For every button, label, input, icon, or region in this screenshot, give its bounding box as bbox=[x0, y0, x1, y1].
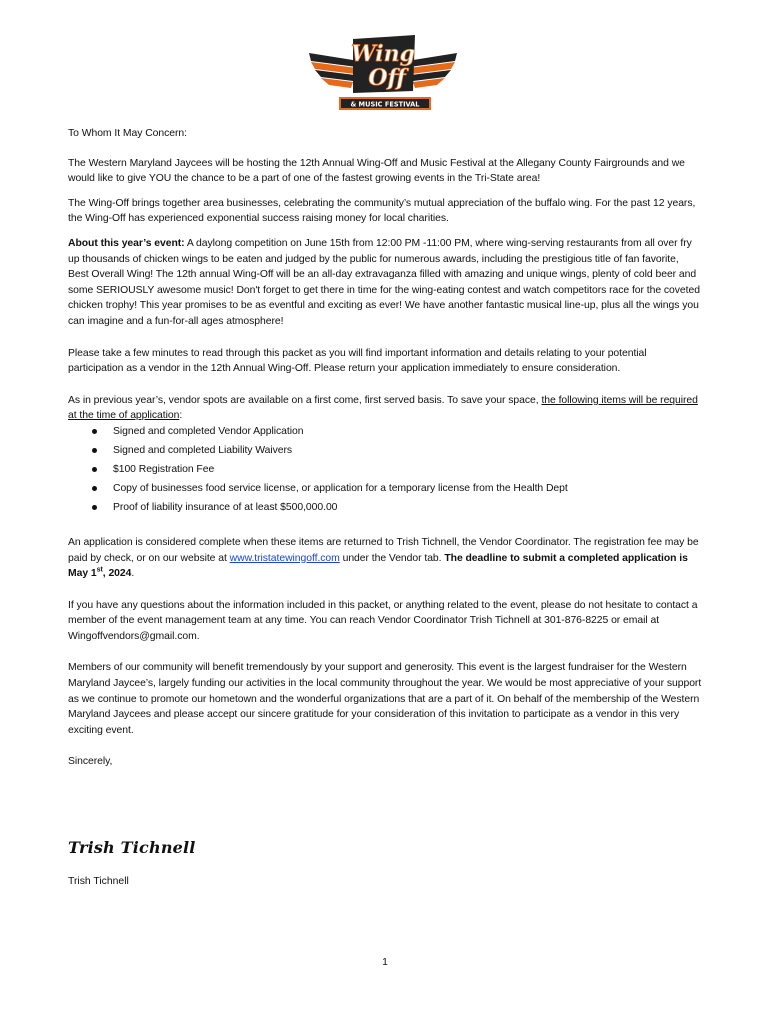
event-details-lead: About this year’s event: bbox=[68, 237, 185, 249]
logo-word-wing: Wing bbox=[350, 41, 416, 67]
bullet-icon bbox=[92, 448, 97, 453]
list-item: Signed and completed Vendor Application bbox=[68, 424, 702, 443]
paragraph-about-wingoff: The Wing-Off brings together area businesses, celebrating the community’s mutual appreciation of the buffalo wing. For the past 12 years, the Wing-Off has experienced exponential success raising money for local charities. bbox=[68, 197, 696, 225]
requirements-colon: : bbox=[179, 410, 183, 422]
paragraph-event-details bbox=[68, 236, 702, 330]
paragraph-contact: If you have any questions about the information included in this packet, or anything related to the event, please do not hesitate to contact a member of the event management team at any time. You can reach Vendor Coordinator Trish Tichnell at 301-876-8225 or email at Wingoffvendors@gmail.com. bbox=[68, 599, 698, 642]
application-text: An application is considered complete when these items are returned to Trish Tichnell, the Vendor Coordinator. The registration fee may be paid by check, or on our website at bbox=[68, 536, 699, 564]
event-details-text: A daylong competition on June 15th from 12:00 PM -11:00 PM, where wing-serving restaurants from all over fry up thousands of chicken wings to be eaten and judged by the public for numerous awards, including the prestigious title of fan favorite, Best Overall Wing! The 12th annual Wing-Off will be an all-day extravaganza filled with amazing and unique wings, plenty of cold beer and some SERIOUSLY awesome music! Don't forget to get there in time for the wing-eating contest and watch competitors race for the coveted chicken trophy! This year promises to be as eventful and exciting as ever! We have another fantastic musical line-up, plus all the wings you can imagine and a fun-for-all ages atmosphere! bbox=[68, 237, 700, 327]
requirements-list bbox=[68, 424, 702, 519]
salutation: To Whom It May Concern: bbox=[68, 128, 187, 139]
list-item: Signed and completed Liability Waivers bbox=[68, 443, 702, 462]
bullet-icon bbox=[92, 467, 97, 472]
bullet-icon bbox=[92, 429, 97, 434]
vendor-tab-text: under the Vendor tab. bbox=[339, 552, 445, 564]
bullet-icon bbox=[92, 486, 97, 491]
closing: Sincerely, bbox=[68, 756, 113, 768]
list-item: $100 Registration Fee bbox=[68, 462, 702, 481]
requirements-underlined: the following items will be required at the time of application bbox=[68, 394, 698, 422]
paragraph-intro: The Western Maryland Jaycees will be hosting the 12th Annual Wing-Off and Music Festival at the Allegany County Fairgrounds and we would like to give YOU the chance to be a part of one of the fastest growing events in the Tri-State area! bbox=[68, 157, 685, 185]
list-item: Proof of liability insurance of at least $500,000.00 bbox=[68, 500, 702, 519]
logo-word-off: Off bbox=[368, 65, 406, 91]
letter-body bbox=[68, 126, 702, 770]
requirements-intro-text: As in previous year’s, vendor spots are available on a first come, first served basis. To save your space, bbox=[68, 394, 542, 406]
signature: Trish Tichnell bbox=[68, 838, 196, 857]
paragraph-requirements-intro bbox=[68, 393, 702, 424]
paragraph-community: Members of our community will benefit tremendously by your support and generosity. This event is the largest fundraiser for the Western Maryland Jaycee’s, largely funding our activities in the local community throughout the year. We would be most appreciative of your support as we continue to promote our hometown and the wonderful organizations that are a part of it. On behalf of the membership of the Western Maryland Jaycees and please accept our sincere gratitude for your consideration of this invitation to participate as a vendor in this very exciting event. bbox=[68, 662, 702, 736]
list-item: Copy of businesses food service license, or application for a temporary license from the Health Dept bbox=[68, 481, 702, 500]
wing-off-logo bbox=[303, 31, 463, 113]
paragraph-application-deadline: An application is considered complete when these items are returned to Trish Tichnell, the Vendor Coordinator. The registration fee may be paid by check, or on our website at www.tristatewingoff.com under the Vendor tab. The deadline to submit a completed application is May 1st, 2024. bbox=[68, 536, 699, 580]
bullet-icon bbox=[92, 505, 97, 510]
website-link[interactable]: www.tristatewingoff.com bbox=[229, 552, 340, 564]
logo-tagline: & MUSIC FESTIVAL bbox=[350, 100, 420, 109]
page-number: 1 bbox=[382, 957, 388, 968]
deadline-text: The deadline to submit a completed application is May 1st, 2024 bbox=[68, 552, 688, 580]
signer-name: Trish Tichnell bbox=[68, 876, 129, 887]
paragraph-packet-info: Please take a few minutes to read through this packet as you will find important information and details relating to your potential participation as a vendor in the 12th Annual Wing-Off. Please return your application immediately to ensure consideration. bbox=[68, 347, 647, 375]
